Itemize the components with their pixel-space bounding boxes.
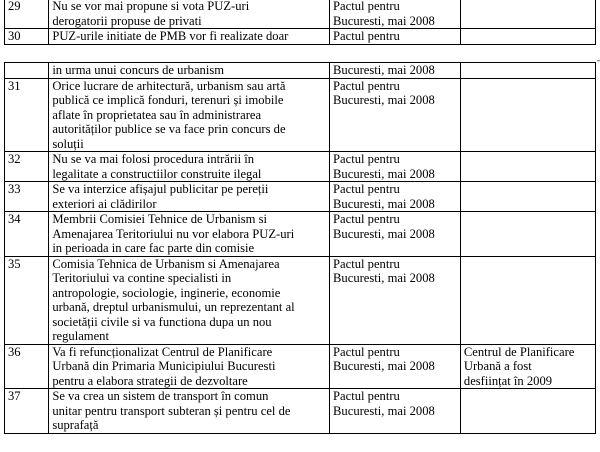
text-line: legalitate a constructiilor construite ilegal xyxy=(52,166,262,181)
table-row xyxy=(5,389,596,434)
measure-text xyxy=(49,78,330,152)
source-cell xyxy=(330,256,461,344)
source-cell xyxy=(330,78,461,152)
source-line: Bucuresti, mai 2008 xyxy=(333,271,435,285)
note-cell xyxy=(460,256,595,344)
commitments-table xyxy=(4,62,596,434)
row-number xyxy=(5,63,49,79)
text-line: Orice lucrare de arhitectură, urbanism sau artă xyxy=(52,78,286,93)
note-cell xyxy=(460,212,595,257)
source-line: Bucuresti, mai 2008 xyxy=(333,226,435,241)
text-line: derogatorii propuse de privati xyxy=(52,13,202,28)
table-row xyxy=(5,212,596,257)
page-break xyxy=(0,54,600,60)
text-line: Se va interzice afișajul publicitar pe pereții xyxy=(52,182,269,196)
source-line: Bucuresti, mai 2008 xyxy=(333,403,435,418)
row-number xyxy=(5,212,49,257)
measure-text xyxy=(49,256,330,344)
source-line: Pactul pentru xyxy=(333,212,400,226)
source-cell xyxy=(330,212,461,257)
source-line: Bucuresti, mai 2008 xyxy=(333,13,435,28)
source-line: Bucuresti, mai 2008 xyxy=(333,196,435,211)
text-line: societății civile si va functiona dupa un nou xyxy=(52,314,272,329)
row-number xyxy=(5,389,49,434)
text-line: regulament xyxy=(52,329,109,343)
table-row xyxy=(5,256,596,344)
text-line: urbană, dreptul urbanismului, un reprezentant al xyxy=(52,300,295,314)
row-number-text: 36 xyxy=(8,344,21,359)
source-line: Pactul pentru xyxy=(333,29,400,43)
table-row xyxy=(5,152,596,182)
source-cell xyxy=(330,344,461,389)
note-line: Urbană a fost xyxy=(463,359,532,373)
text-line: Teritoriului va contine specialisti in xyxy=(52,271,232,285)
text-line: soluții xyxy=(52,136,84,151)
page-break-marker: - xyxy=(597,55,600,65)
note-line: Centrul de Planificare xyxy=(463,344,575,359)
row-number-text: 30 xyxy=(8,29,21,43)
text-line: Comisia Tehnica de Urbanism si Amenajarea xyxy=(52,256,280,271)
source-line: Pactul pentru xyxy=(333,389,400,403)
source-line: Pactul pentru xyxy=(333,182,400,196)
row-number xyxy=(5,182,49,212)
measure-text xyxy=(49,212,330,257)
source-line: Bucuresti, mai 2008 xyxy=(333,166,435,181)
source-cell xyxy=(330,63,461,79)
source-line: Bucuresti, mai 2008 xyxy=(333,359,435,373)
measure-text xyxy=(49,0,330,29)
row-number xyxy=(5,0,49,29)
source-cell xyxy=(330,182,461,212)
source-line: Pactul pentru xyxy=(333,256,400,271)
note-cell xyxy=(460,389,595,434)
measure-text xyxy=(49,182,330,212)
row-number xyxy=(5,256,49,344)
note-cell xyxy=(460,63,595,79)
table-row xyxy=(5,0,596,29)
row-number-text: 31 xyxy=(8,78,21,93)
table-row xyxy=(5,78,596,152)
text-line: Nu se vor mai propune si vota PUZ-uri xyxy=(52,0,250,13)
note-cell xyxy=(460,29,595,45)
text-line: pentru a elabora strategii de dezvoltare xyxy=(52,373,248,388)
row-number-text: 37 xyxy=(8,389,21,403)
text-line: Urbană din Primaria Municipiului Bucuresti xyxy=(52,359,276,373)
note-cell xyxy=(460,0,595,29)
row-number xyxy=(5,152,49,182)
text-line: Nu se va mai folosi procedura intrării în xyxy=(52,152,255,166)
source-cell xyxy=(330,29,461,45)
table-row xyxy=(5,344,596,389)
row-number-text: 35 xyxy=(8,256,21,271)
measure-text xyxy=(49,63,330,79)
source-line: Bucuresti, mai 2008 xyxy=(333,63,435,77)
row-number-text: 32 xyxy=(8,152,21,166)
text-line: exteriori ai clădirilor xyxy=(52,196,157,211)
text-line: aflate în proprietatea sau în administrarea xyxy=(52,107,262,122)
table-row xyxy=(5,29,596,45)
source-line: Bucuresti, mai 2008 xyxy=(333,93,435,107)
table-row xyxy=(5,182,596,212)
note-cell xyxy=(460,78,595,152)
text-line: Se va crea un sistem de transport în comun xyxy=(52,389,269,403)
text-line: antropologie, sociologie, inginerie, economie xyxy=(52,285,281,300)
table-row-continuation xyxy=(5,63,596,79)
text-line: suprafață xyxy=(52,418,99,432)
source-line: Pactul pentru xyxy=(333,152,400,166)
text-line: autorităților publice se va face prin concurs de xyxy=(52,122,286,136)
row-number xyxy=(5,78,49,152)
row-number xyxy=(5,29,49,45)
text-line: PUZ-urile initiate de PMB vor fi realizate doar xyxy=(52,29,289,43)
source-line: Pactul pentru xyxy=(333,78,400,93)
measure-text xyxy=(49,389,330,434)
source-cell xyxy=(330,389,461,434)
measure-text xyxy=(49,344,330,389)
source-cell xyxy=(330,152,461,182)
measure-text xyxy=(49,29,330,45)
text-line: Membrii Comisiei Tehnice de Urbanism si xyxy=(52,212,268,226)
text-line: publică ce implică fonduri, terenuri și imobile xyxy=(52,93,284,107)
measure-text xyxy=(49,152,330,182)
text-line: in urma unui concurs de urbanism xyxy=(52,63,225,77)
text-line: Va fi refuncționalizat Centrul de Planificare xyxy=(52,344,273,359)
source-cell xyxy=(330,0,461,29)
row-number-text: 33 xyxy=(8,182,21,196)
note-cell xyxy=(460,344,595,389)
note-line: desființat în 2009 xyxy=(463,373,553,388)
row-number-text: 29 xyxy=(8,0,21,13)
commitments-table-top xyxy=(4,0,596,45)
text-line: in perioada in care fac parte din comisie xyxy=(52,241,255,255)
text-line: unitar pentru transport subteran și pentru cel de xyxy=(52,403,291,418)
row-number xyxy=(5,344,49,389)
source-line: Pactul pentru xyxy=(333,344,400,359)
row-number-text: 34 xyxy=(8,212,21,226)
note-cell xyxy=(460,182,595,212)
source-line: Pactul pentru xyxy=(333,0,400,13)
note-cell xyxy=(460,152,595,182)
text-line: Amenajarea Teritoriului nu vor elabora PUZ-uri xyxy=(52,226,295,241)
